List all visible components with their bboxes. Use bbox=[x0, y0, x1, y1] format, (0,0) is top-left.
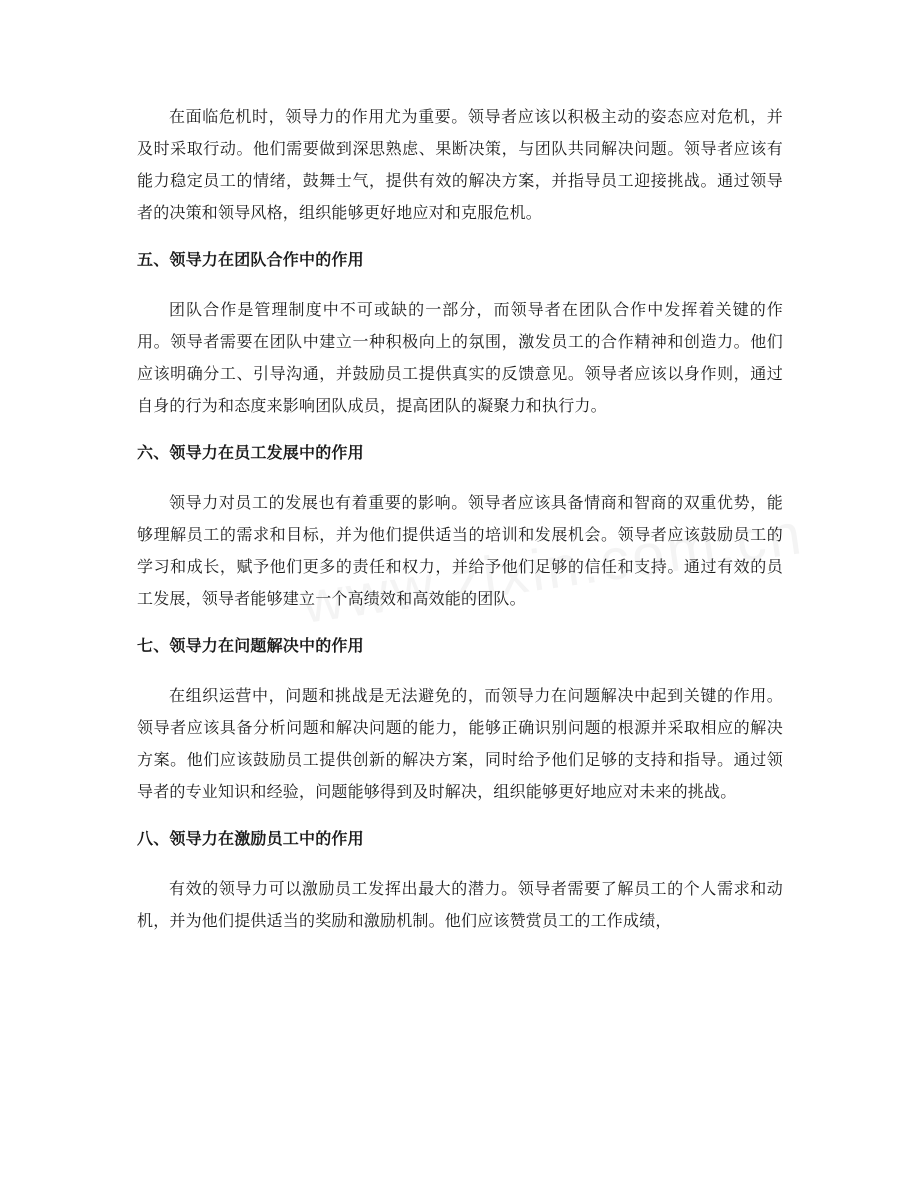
paragraph-teamwork: 团队合作是管理制度中不可或缺的一部分，而领导者在团队合作中发挥着关键的作用。领导者需要在团队中建立一种积极向上的氛围，激发员工的合作精神和创造力。他们应该明确分工、引导沟通，并鼓励员工提供真实的反馈意见。领导者应该以身作则，通过自身的行为和态度来影响团队成员，提高团队的凝聚力和执行力。 bbox=[137, 300, 783, 415]
heading-teamwork: 五、领导力在团队合作中的作用 bbox=[137, 250, 364, 269]
paragraph-motivation: 有效的领导力可以激励员工发挥出最大的潜力。领导者需要了解员工的个人需求和动机，并为他们提供适当的奖励和激励机制。他们应该赞赏员工的工作成绩， bbox=[137, 879, 783, 930]
heading-motivation: 八、领导力在激励员工中的作用 bbox=[137, 829, 364, 848]
paragraph-crisis: 在面临危机时，领导力的作用尤为重要。领导者应该以积极主动的姿态应对危机，并及时采取行动。他们需要做到深思熟虑、果断决策，与团队共同解决问题。领导者应该有能力稳定员工的情绪，鼓舞士气，提供有效的解决方案，并指导员工迎接挑战。通过领导者的决策和领导风格，组织能够更好地应对和克服危机。 bbox=[137, 107, 783, 222]
heading-employee-development: 六、领导力在员工发展中的作用 bbox=[137, 443, 364, 462]
heading-problem-solving: 七、领导力在问题解决中的作用 bbox=[137, 636, 364, 655]
document-body bbox=[137, 101, 783, 937]
paragraph-employee-development: 领导力对员工的发展也有着重要的影响。领导者应该具备情商和智商的双重优势，能够理解员工的需求和目标，并为他们提供适当的培训和发展机会。领导者应该鼓励员工的学习和成长，赋予他们更多的责任和权力，并给予他们足够的信任和支持。通过有效的员工发展，领导者能够建立一个高绩效和高效能的团队。 bbox=[137, 493, 783, 608]
paragraph-problem-solving: 在组织运营中，问题和挑战是无法避免的，而领导力在问题解决中起到关键的作用。领导者应该具备分析问题和解决问题的能力，能够正确识别问题的根源并采取相应的解决方案。他们应该鼓励员工提供创新的解决方案，同时给予他们足够的支持和指导。通过领导者的专业知识和经验，问题能够得到及时解决，组织能够更好地应对未来的挑战。 bbox=[137, 686, 783, 801]
